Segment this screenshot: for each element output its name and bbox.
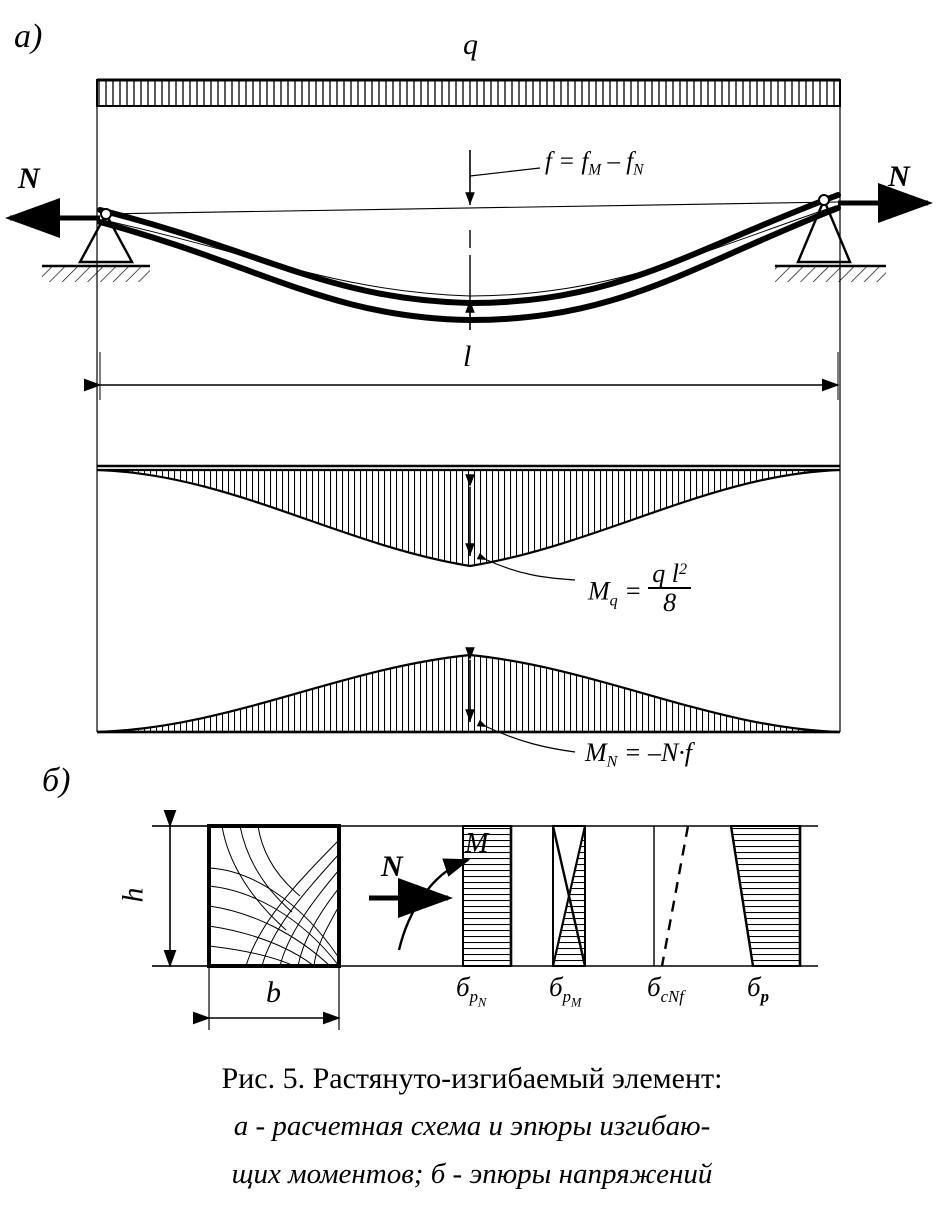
stress-pn-sigma: б [456,972,470,1002]
label-section-force-n: N [381,850,403,883]
deflection-part2: – f [601,148,634,175]
label-axial-force-right: N [888,160,910,193]
label-deflection [545,148,643,179]
stress-pm-sub-m: M [570,995,582,1010]
moment-n-sub: N [606,753,618,771]
stress-cnf-sub-f: f [679,986,684,1006]
moment-q-sub: q [609,592,618,610]
moment-n-eq: = –N·f [617,738,693,767]
deflection-part1: f = f [545,148,589,175]
label-section-moment-m: M [465,828,489,859]
stress-pm-sub-p: p [562,986,571,1006]
caption-line-1: Рис. 5. Растянуто-изгибаемый элемент: [221,1062,723,1095]
moment-q-fraction [648,560,691,617]
label-moment-n [585,738,692,772]
moment-q-name: M [588,576,610,606]
moment-q-denominator: 8 [663,588,677,618]
stress-pn-sub-n: N [477,995,487,1010]
stress-pm-sigma: б [549,972,563,1002]
stress-p-sigma: б [747,972,761,1002]
moment-q-eq: = [617,576,649,606]
label-height-h: h [116,887,150,903]
moment-n-name: M [585,738,607,767]
label-span-l: l [463,340,472,373]
label-axial-force-left: N [18,162,40,195]
stress-cnf-sigma: б [647,972,661,1002]
label-width-b: b [266,976,281,1009]
moment-q-numerator: q $l^2$ [648,560,691,589]
label-stress-p [747,972,769,1007]
deflection-sub-m: M [588,161,602,179]
label-stress-pm [549,972,581,1011]
stress-cnf-sub-c: c [660,986,669,1006]
caption-line-3: щих моментов; б - эпюры напряжений [231,1158,713,1190]
label-stress-pn [456,972,486,1011]
label-load-q: q [463,28,478,61]
caption-line-2: а - расчетная схема и эпюры изгибаю- [233,1110,711,1142]
stress-p-sub-p: p [760,986,769,1006]
label-moment-q [588,560,691,617]
panel-a-label: a) [14,18,43,55]
stress-pn-sub-p: p [469,986,478,1006]
deflection-sub-n: N [633,161,644,179]
panel-b-label: б) [42,762,71,799]
label-stress-cnf [647,972,684,1007]
stress-cnf-sub-n: N [668,986,680,1006]
